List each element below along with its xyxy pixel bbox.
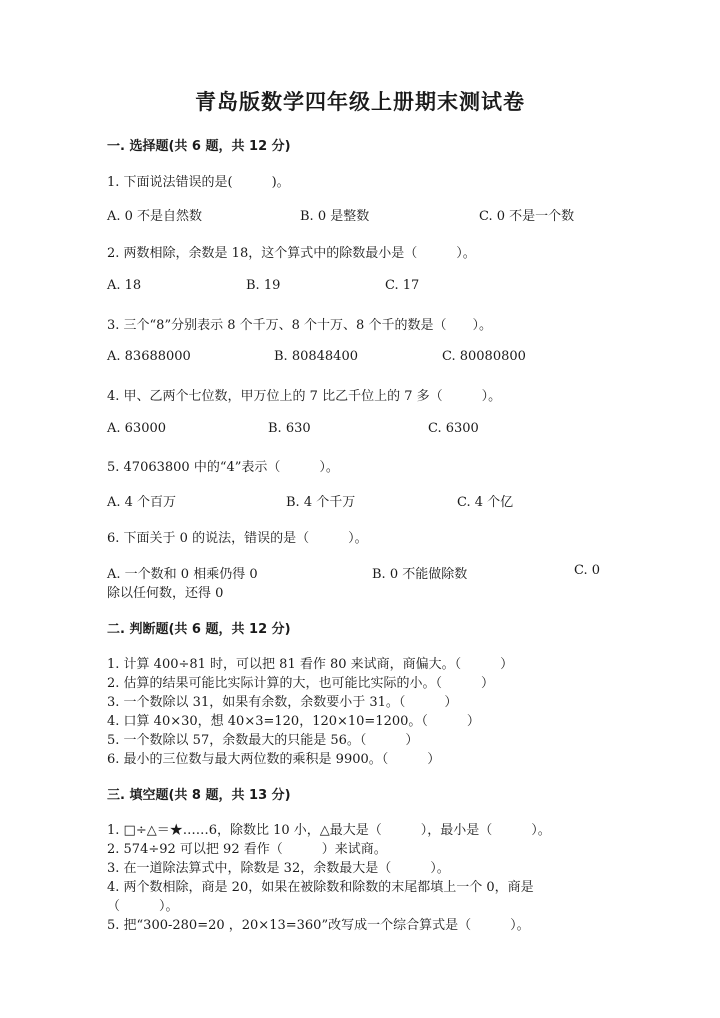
mc-question-6-option-c: C. 0 bbox=[574, 563, 601, 578]
mc-question-6-option-c-continuation: 除以任何数，还得 0 bbox=[107, 586, 224, 601]
mc-question-1-option-c: C. 0 不是一个数 bbox=[479, 209, 575, 224]
section-1-heading: 一. 选择题(共 6 题，共 12 分) bbox=[107, 139, 291, 154]
mc-question-6: 6. 下面关于 0 的说法，错误的是（ ）。 bbox=[107, 531, 368, 546]
mc-question-5-option-a: A. 4 个百万 bbox=[107, 495, 177, 510]
mc-question-6-option-a: A. 一个数和 0 相乘仍得 0 bbox=[107, 567, 258, 582]
judge-question-6: 6. 最小的三位数与最大两位数的乘积是 9900。（ ） bbox=[107, 752, 441, 767]
judge-question-2: 2. 估算的结果可能比实际计算的大，也可能比实际的小。（ ） bbox=[107, 676, 495, 691]
mc-question-2-option-a: A. 18 bbox=[107, 278, 142, 293]
mc-question-1-option-a: A. 0 不是自然数 bbox=[107, 209, 203, 224]
mc-question-4: 4. 甲、乙两个七位数，甲万位上的 7 比乙千位上的 7 多（ ）。 bbox=[107, 389, 502, 404]
mc-question-3: 3. 三个“8”分别表示 8 个千万、8 个十万、8 个千的数是（ ）。 bbox=[107, 318, 492, 333]
fill-question-4-continuation: （ ）。 bbox=[107, 899, 179, 914]
mc-question-3-option-c: C. 80080800 bbox=[442, 349, 526, 364]
page-title: 青岛版数学四年级上册期末测试卷 bbox=[195, 89, 525, 114]
judge-question-1: 1. 计算 400÷81 时，可以把 81 看作 80 来试商，商偏大。（ ） bbox=[107, 657, 514, 672]
judge-question-3: 3. 一个数除以 31，如果有余数，余数要小于 31。（ ） bbox=[107, 695, 458, 710]
fill-question-2: 2. 574÷92 可以把 92 看作（ ）来试商。 bbox=[107, 842, 387, 857]
mc-question-1: 1. 下面说法错误的是( )。 bbox=[107, 175, 290, 190]
mc-question-5: 5. 47063800 中的“4”表示（ ）。 bbox=[107, 460, 339, 475]
fill-question-5: 5. 把“300-280=20 ，20×13=360”改写成一个综合算式是（ ）。 bbox=[107, 918, 530, 933]
mc-question-4-option-a: A. 63000 bbox=[107, 421, 167, 436]
mc-question-4-option-c: C. 6300 bbox=[428, 421, 479, 436]
mc-question-2-option-b: B. 19 bbox=[246, 278, 281, 293]
mc-question-3-option-a: A. 83688000 bbox=[107, 349, 191, 364]
judge-question-5: 5. 一个数除以 57，余数最大的只能是 56。（ ） bbox=[107, 733, 419, 748]
mc-question-5-option-b: B. 4 个千万 bbox=[286, 495, 356, 510]
mc-question-1-option-b: B. 0 是整数 bbox=[300, 209, 370, 224]
fill-question-4: 4. 两个数相除，商是 20，如果在被除数和除数的末尾都填上一个 0，商是 bbox=[107, 880, 534, 895]
fill-question-3: 3. 在一道除法算式中，除数是 32，余数最大是（ ）。 bbox=[107, 861, 450, 876]
mc-question-2: 2. 两数相除，余数是 18，这个算式中的除数最小是（ ）。 bbox=[107, 246, 476, 261]
mc-question-4-option-b: B. 630 bbox=[268, 421, 311, 436]
section-3-heading: 三. 填空题(共 8 题，共 13 分) bbox=[107, 788, 291, 803]
mc-question-2-option-c: C. 17 bbox=[385, 278, 420, 293]
mc-question-5-option-c: C. 4 个亿 bbox=[457, 495, 514, 510]
fill-question-1: 1. □÷△＝★……6，除数比 10 小，△最大是（ ），最小是（ ）。 bbox=[107, 823, 551, 838]
mc-question-6-option-b: B. 0 不能做除数 bbox=[372, 567, 468, 582]
judge-question-4: 4. 口算 40×30，想 40×3=120，120×10=1200。（ ） bbox=[107, 714, 480, 729]
mc-question-3-option-b: B. 80848400 bbox=[274, 349, 358, 364]
section-2-heading: 二. 判断题(共 6 题，共 12 分) bbox=[107, 622, 291, 637]
